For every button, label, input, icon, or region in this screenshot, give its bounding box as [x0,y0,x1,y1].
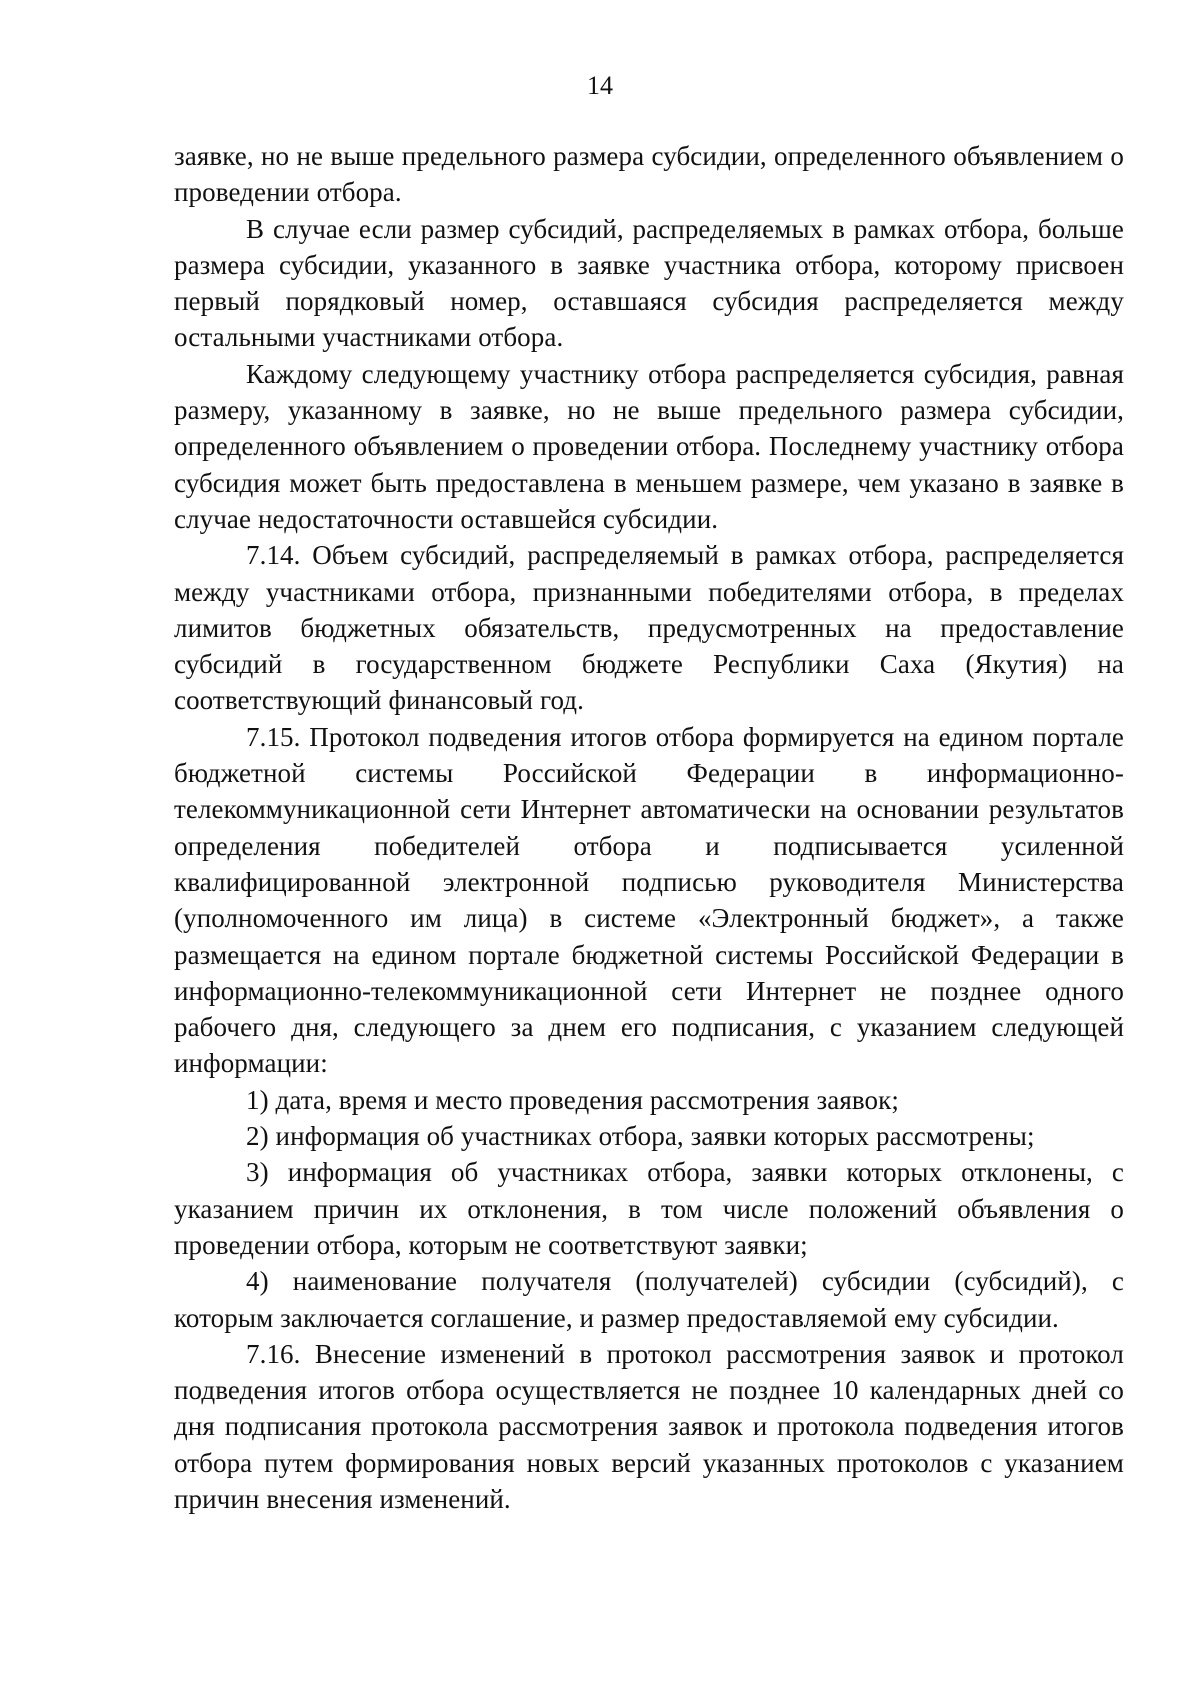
list-item-3: 3) информация об участниках отбора, заявки которых отклонены, с указанием причин их отклонения, в том числе положений объявления о проведении отбора, которым не соответствуют заявки; [174,1157,1124,1260]
paragraph-continuation: заявке, но не выше предельного размера субсидии, определенного объявлением о проведении отбора. [174,141,1124,208]
paragraph-next-participant: Каждому следующему участнику отбора распределяется субсидия, равная размеру, указанному в заявке, но не выше предельного размера субсидии, определенного объявлением о проведении отбора. Последнему участнику отбора субсидия может быть предоставлена в меньшем размере, чем указано в заявке в случае недостаточности оставшейся субсидии. [174,358,1124,534]
list-item-2: 2) информация об участниках отбора, заявки которых рассмотрены; [246,1121,1035,1152]
page-number: 14 [587,71,613,100]
document-body [174,138,1124,1517]
paragraph-7-14: 7.14. Объем субсидий, распределяемый в рамках отбора, распределяется между участниками отбора, признанными победителями отбора, в пределах лимитов бюджетных обязательств, предусмотренных на предоставление субсидий в государственном бюджете Республики Саха (Якутия) на соответствующий финансовый год. [174,540,1124,716]
paragraph-7-16: 7.16. Внесение изменений в протокол рассмотрения заявок и протокол подведения итогов отбора осуществляется не позднее 10 календарных дней со дня подписания протокола рассмотрения заявок и протокола подведения итогов отбора путем формирования новых версий указанных протоколов с указанием причин внесения изменений. [174,1338,1124,1514]
paragraph-7-15: 7.15. Протокол подведения итогов отбора формируется на едином портале бюджетной системы Российской Федерации в информационно-телекоммуникационной сети Интернет автоматически на основании результатов определения победителей отбора и подписывается усиленной квалифицированной электронной подписью руководителя Министерства (уполномоченного им лица) в системе «Электронный бюджет», а также размещается на едином портале бюджетной системы Российской Федерации в информационно-телекоммуникационной сети Интернет не позднее одного рабочего дня, следующего за днем его подписания, с указанием следующей информации: [174,721,1124,1079]
list-item-1: 1) дата, время и место проведения рассмотрения заявок; [246,1084,899,1115]
paragraph-remaining-subsidy: В случае если размер субсидий, распределяемых в рамках отбора, больше размера субсидии, указанного в заявке участника отбора, которому присвоен первый порядковый номер, оставшаяся субсидия распределяется между остальными участниками отбора. [174,213,1124,353]
list-item-4: 4) наименование получателя (получателей) субсидии (субсидий), с которым заключается соглашение, и размер предоставляемой ему субсидии. [174,1266,1124,1333]
